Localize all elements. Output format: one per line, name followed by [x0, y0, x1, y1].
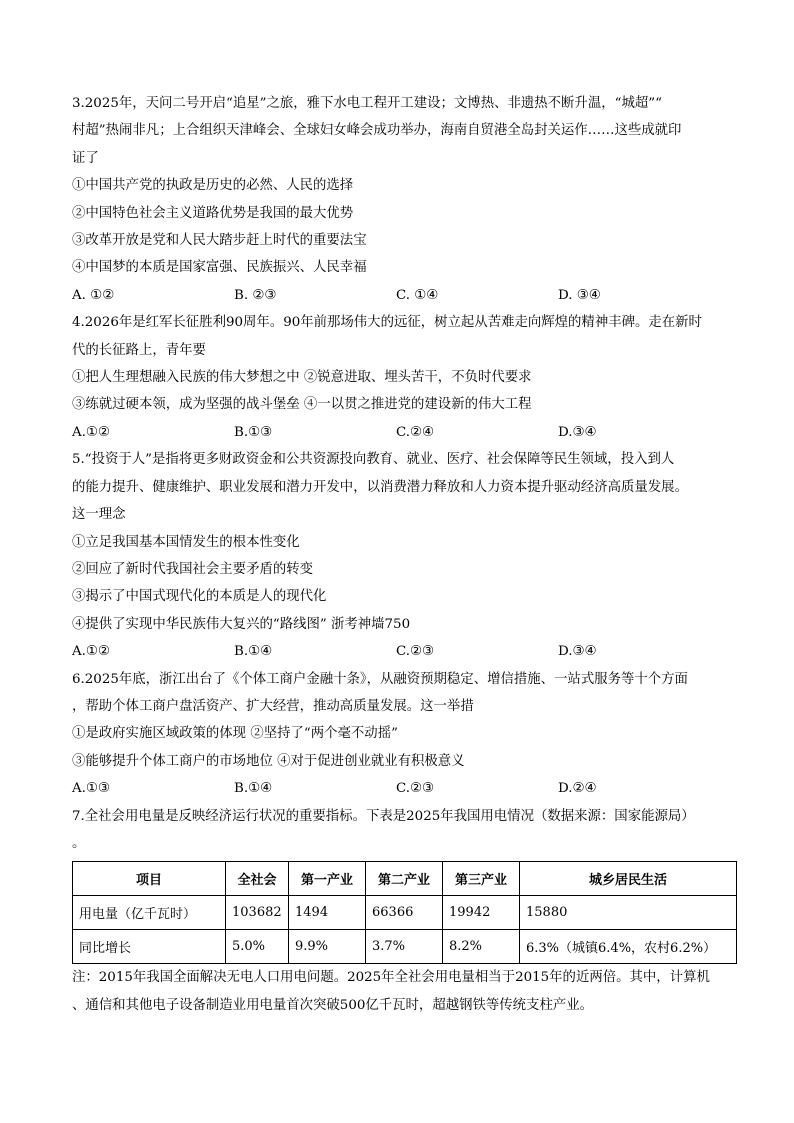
- statement-item: ③改革开放是党和人民大踏步赶上时代的重要法宝: [72, 233, 367, 249]
- answer-choices: [72, 638, 737, 665]
- question-stem: 村超”热闹非凡；上合组织天津峰会、全球妇女峰会成功举办，海南自贸港全岛封关运作……这些成就印: [72, 123, 682, 139]
- question-6: [72, 666, 737, 803]
- choice-a[interactable]: A. ①②: [72, 287, 115, 303]
- choice-b[interactable]: B.①③: [234, 424, 273, 440]
- choice-c[interactable]: C. ①④: [396, 287, 439, 303]
- table-note: [72, 964, 737, 1020]
- table-cell: 5.0%: [226, 930, 289, 964]
- table-row: [73, 896, 737, 930]
- question-4: [72, 309, 737, 446]
- question-7: [72, 803, 737, 1021]
- table-cell: 6.3%（城镇6.4%，农村6.2%）: [520, 930, 737, 964]
- question-stem: 的能力提升、健康维护、职业发展和潜力开发中，以消费潜力释放和人力资本提升驱动经济高质量发展。: [72, 479, 688, 495]
- table-header: 城乡居民生活: [520, 862, 737, 896]
- table-cell: 3.7%: [366, 930, 443, 964]
- question-stem: 。: [72, 835, 86, 851]
- statement-item: ①中国共产党的执政是历史的必然、人民的选择: [72, 178, 354, 194]
- answer-choices: [72, 282, 737, 309]
- table-cell: 103682: [226, 896, 289, 930]
- table-cell: 1494: [289, 896, 366, 930]
- question-stem: ，帮助个体工商户盘活资产、扩大经营，推动高质量发展。这一举措: [72, 698, 474, 714]
- choice-a[interactable]: A.①②: [72, 644, 110, 660]
- table-header: 项目: [73, 862, 226, 896]
- table-cell: 8.2%: [443, 930, 520, 964]
- table-header: 第一产业: [289, 862, 366, 896]
- note-line: 、通信和其他电子设备制造业用电量首次突破500亿千瓦时，超越钢铁等传统支柱产业。: [72, 998, 594, 1014]
- question-stem: 5.“投资于人”是指将更多财政资金和公共资源投向教育、就业、医疗、社会保障等民生领域，投入到人: [72, 452, 675, 468]
- statement-item: ①立足我国基本国情发生的根本性变化: [72, 534, 300, 550]
- question-stem: 代的长征路上，青年要: [72, 342, 206, 358]
- choice-b[interactable]: B.①④: [234, 644, 273, 660]
- table-cell: 66366: [366, 896, 443, 930]
- statement-item: ①是政府实施区域政策的体现 ②坚持了“两个毫不动摇”: [72, 726, 398, 742]
- statement-item: ④提供了实现中华民族伟大复兴的“路线图” 浙考神墙750: [72, 616, 411, 632]
- table-header: 第二产业: [366, 862, 443, 896]
- statement-item: ④中国梦的本质是国家富强、民族振兴、人民幸福: [72, 260, 367, 276]
- answer-choices: [72, 419, 737, 446]
- question-stem: 7.全社会用电量是反映经济运行状况的重要指标。下表是2025年我国用电情况（数据来源：国家能源局）: [72, 808, 695, 824]
- choice-d[interactable]: D.③④: [558, 644, 597, 660]
- note-line: 注：2015年我国全面解决无电人口用电问题。2025年全社会用电量相当于2015年的近两倍。其中，计算机: [72, 970, 710, 986]
- table-header: 第三产业: [443, 862, 520, 896]
- choice-c[interactable]: C.②④: [396, 424, 435, 440]
- choice-b[interactable]: B. ②③: [234, 287, 277, 303]
- table-cell: 用电量（亿千瓦时）: [73, 896, 226, 930]
- answer-choices: [72, 775, 737, 802]
- choice-c[interactable]: C.②③: [396, 644, 435, 660]
- question-stem: 这一理念: [72, 507, 126, 523]
- table-cell: 同比增长: [73, 930, 226, 964]
- statement-item: ②中国特色社会主义道路优势是我国的最大优势: [72, 205, 354, 221]
- choice-a[interactable]: A.①③: [72, 781, 110, 797]
- question-stem: 3.2025年，天问二号开启“追星”之旅，雅下水电工程开工建设；文博热、非遗热不断升温，“城超”“: [72, 96, 662, 111]
- choice-a[interactable]: A.①②: [72, 424, 110, 440]
- question-stem: 证了: [72, 150, 99, 166]
- choice-d[interactable]: D.②④: [558, 781, 597, 797]
- exam-page: [72, 90, 737, 1020]
- table-cell: 9.9%: [289, 930, 366, 964]
- electricity-table: [72, 861, 737, 964]
- question-stem: 6.2025年底，浙江出台了《个体工商户金融十条》，从融资预期稳定、增信措施、一站式服务等十个方面: [72, 671, 688, 687]
- table-row: [73, 930, 737, 964]
- table-header: 全社会: [226, 862, 289, 896]
- table-header-row: [73, 862, 737, 896]
- choice-d[interactable]: D.③④: [558, 424, 597, 440]
- question-5: [72, 446, 737, 665]
- statement-item: ①把人生理想融入民族的伟大梦想之中 ②锐意进取、埋头苦干，不负时代要求: [72, 370, 532, 386]
- table-cell: 19942: [443, 896, 520, 930]
- choice-c[interactable]: C.②③: [396, 781, 435, 797]
- choice-b[interactable]: B.①④: [234, 781, 273, 797]
- statement-item: ②回应了新时代我国社会主要矛盾的转变: [72, 561, 314, 577]
- statement-item: ③揭示了中国式现代化的本质是人的现代化: [72, 589, 327, 605]
- statement-item: ③练就过硬本领，成为坚强的战斗堡垒 ④一以贯之推进党的建设新的伟大工程: [72, 397, 532, 413]
- table-cell: 15880: [520, 896, 737, 930]
- question-3: [72, 90, 737, 309]
- choice-d[interactable]: D. ③④: [558, 287, 601, 303]
- question-stem: 4.2026年是红军长征胜利90周年。90年前那场伟大的远征，树立起从苦难走向辉煌的精神丰碑。走在新时: [72, 315, 702, 331]
- statement-item: ③能够提升个体工商户的市场地位 ④对于促进创业就业有积极意义: [72, 753, 465, 769]
